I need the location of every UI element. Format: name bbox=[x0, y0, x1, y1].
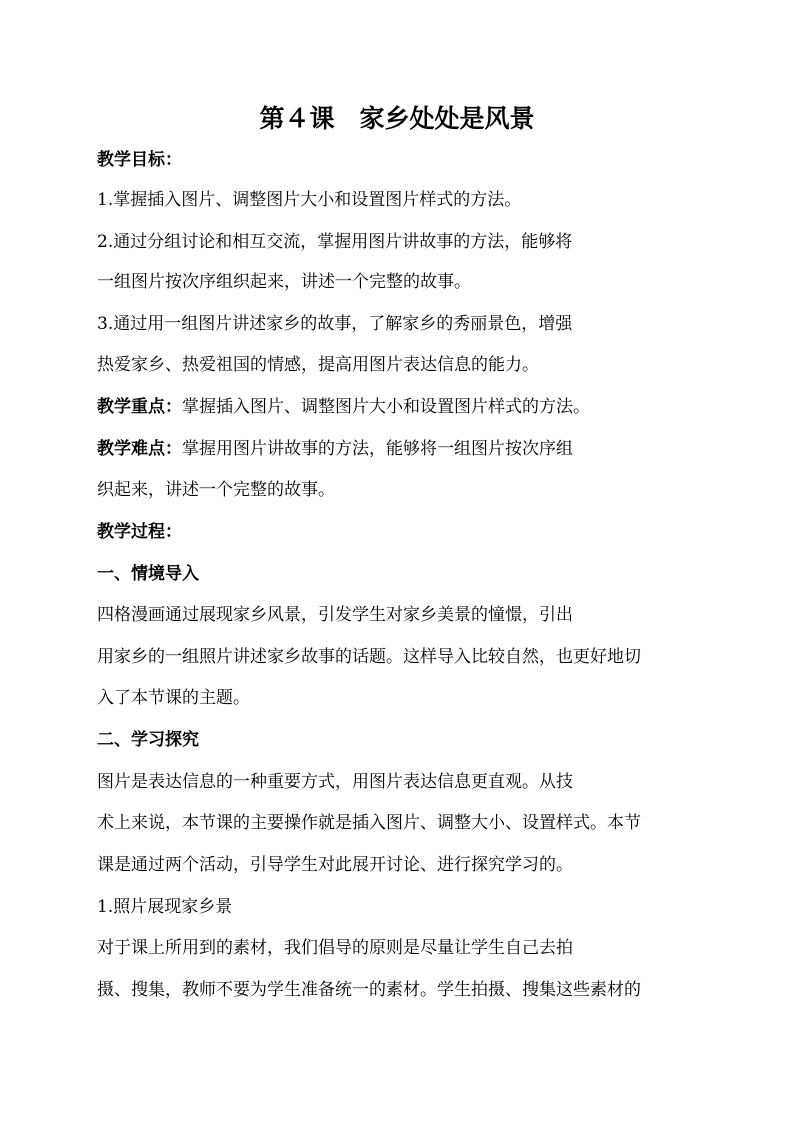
objectives-heading: 教学目标： bbox=[97, 150, 182, 170]
process-heading: 教学过程： bbox=[97, 522, 182, 542]
activity-1-line-1: 对于课上所用到的素材，我们倡导的原则是尽量让学生自己去拍 bbox=[97, 938, 573, 958]
section-2-line-1: 图片是表达信息的一种重要方式，用图片表达信息更直观。从技 bbox=[97, 772, 573, 792]
objective-2-line-2: 一组图片按次序组织起来，讲述一个完整的故事。 bbox=[97, 272, 471, 292]
difficulty-text-line-2: 织起来，讲述一个完整的故事。 bbox=[97, 480, 335, 500]
section-1-heading: 一、情境导入 bbox=[97, 564, 199, 584]
objective-3-line-1: 3.通过用一组图片讲述家乡的故事，了解家乡的秀丽景色，增强 bbox=[97, 314, 573, 334]
section-2-line-3: 课是通过两个活动，引导学生对此展开讨论、进行探究学习的。 bbox=[97, 855, 573, 875]
section-2-heading: 二、学习探究 bbox=[97, 730, 199, 750]
activity-1-heading: 1.照片展现家乡景 bbox=[97, 897, 233, 917]
section-2-line-2: 术上来说，本节课的主要操作就是插入图片、调整大小、设置样式。本节 bbox=[97, 813, 641, 833]
key-point bbox=[97, 395, 590, 419]
lesson-title: 第４课 家乡处处是风景 bbox=[259, 104, 535, 133]
section-1-line-1: 四格漫画通过展现家乡风景，引发学生对家乡美景的憧憬，引出 bbox=[97, 605, 573, 625]
key-point-text: 掌握插入图片、调整图片大小和设置图片样式的方法。 bbox=[182, 397, 590, 417]
objective-3-line-2: 热爱家乡、热爱祖国的情感，提高用图片表达信息的能力。 bbox=[97, 355, 539, 375]
difficulty-text-line-1: 掌握用图片讲故事的方法，能够将一组图片按次序组 bbox=[182, 439, 573, 459]
objective-2-line-1: 2.通过分组讨论和相互交流，掌握用图片讲故事的方法，能够将 bbox=[97, 232, 573, 252]
difficulty-label: 教学难点： bbox=[97, 439, 182, 459]
section-1-line-2: 用家乡的一组照片讲述家乡故事的话题。这样导入比较自然，也更好地切 bbox=[97, 647, 641, 667]
difficulty bbox=[97, 437, 573, 461]
section-1-line-3: 入了本节课的主题。 bbox=[97, 688, 250, 708]
key-point-label: 教学重点： bbox=[97, 397, 182, 417]
objective-1: 1.掌握插入图片、调整图片大小和设置图片样式的方法。 bbox=[97, 190, 522, 210]
activity-1-line-2: 摄、搜集，教师不要为学生准备统一的素材。学生拍摄、搜集这些素材的 bbox=[97, 980, 641, 1000]
